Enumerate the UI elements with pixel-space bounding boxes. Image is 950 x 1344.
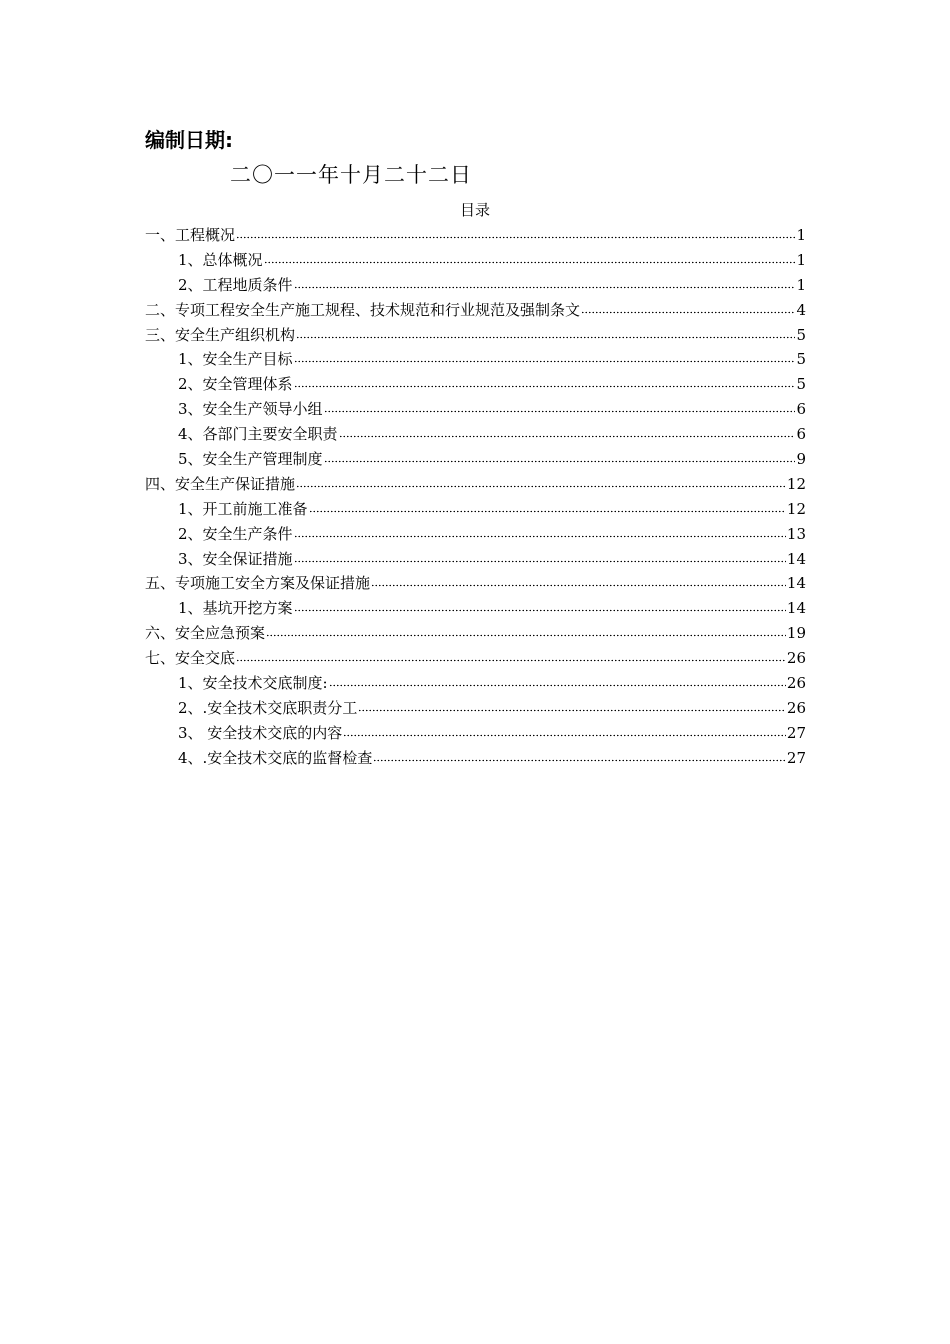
toc-entry[interactable]	[145, 595, 806, 620]
toc-entry[interactable]	[145, 471, 806, 496]
toc-entry-page-number: 26	[786, 649, 806, 668]
toc-entry-page-number: 5	[796, 325, 806, 344]
toc-entry-page-number: 1	[796, 275, 806, 294]
toc-dot-leader	[358, 695, 786, 713]
toc-entry[interactable]	[145, 670, 806, 695]
toc-entry-page-number: 9	[796, 450, 806, 469]
toc-entry-page-number: 6	[796, 400, 806, 419]
toc-dot-leader	[294, 595, 786, 613]
compile-date-label: 编制日期:	[145, 128, 233, 152]
toc-entry-label: 2、.安全技术交底职责分工	[178, 698, 358, 717]
toc-entry[interactable]	[145, 570, 806, 595]
toc-entry-page-number: 27	[786, 723, 806, 742]
toc-entry[interactable]	[145, 322, 806, 347]
toc-entry[interactable]	[145, 745, 806, 770]
toc-entry-page-number: 14	[786, 574, 806, 593]
toc-entry[interactable]	[145, 620, 806, 645]
toc-entry-page-number: 12	[786, 474, 806, 493]
toc-dot-leader	[294, 346, 796, 364]
toc-entry-label: 4、各部门主要安全职责	[178, 425, 338, 444]
toc-entry-label: 二、专项工程安全生产施工规程、技术规范和行业规范及强制条文	[145, 300, 581, 319]
toc-dot-leader	[324, 446, 796, 464]
toc-entry[interactable]	[145, 496, 806, 521]
toc-entry-label: 2、工程地质条件	[178, 275, 293, 294]
toc-entry[interactable]	[145, 546, 806, 571]
toc-entry-label: 1、基坑开挖方案	[178, 599, 293, 618]
toc-entry[interactable]	[145, 720, 806, 745]
toc-dot-leader	[264, 247, 796, 265]
toc-entry[interactable]	[145, 297, 806, 322]
toc-dot-leader	[236, 222, 795, 240]
toc-entry-label: 3、安全保证措施	[178, 549, 293, 568]
toc-entry-label: 1、安全技术交底制度:	[178, 674, 328, 693]
toc-entry-label: 三、安全生产组织机构	[145, 325, 296, 344]
toc-dot-leader	[294, 546, 786, 564]
toc-entry-page-number: 1	[796, 250, 806, 269]
toc-dot-leader	[294, 272, 796, 290]
toc-dot-leader	[371, 570, 786, 588]
toc-entry-page-number: 26	[786, 674, 806, 693]
toc-dot-leader	[296, 322, 795, 340]
compile-date-value: 二〇一一年十月二十二日	[230, 163, 472, 187]
toc-dot-leader	[294, 521, 786, 539]
toc-entry-page-number: 13	[786, 524, 806, 543]
toc-entry-label: 六、安全应急预案	[145, 624, 266, 643]
toc-entry[interactable]	[145, 446, 806, 471]
toc-entry-page-number: 6	[796, 425, 806, 444]
toc-entry[interactable]	[145, 247, 806, 272]
toc-dot-leader	[309, 496, 786, 514]
toc-entry-label: 一、工程概况	[145, 226, 236, 244]
toc-entry-page-number: 12	[786, 499, 806, 518]
toc-entry-label: 2、安全管理体系	[178, 375, 293, 394]
table-of-contents	[145, 222, 806, 770]
toc-entry[interactable]	[145, 396, 806, 421]
toc-entry[interactable]	[145, 695, 806, 720]
toc-dot-leader	[324, 396, 796, 414]
toc-entry-label: 2、安全生产条件	[178, 524, 293, 543]
toc-entry-page-number: 26	[786, 698, 806, 717]
toc-dot-leader	[339, 421, 796, 439]
toc-dot-leader	[343, 720, 786, 738]
toc-entry-label: 5、安全生产管理制度	[178, 450, 323, 469]
toc-dot-leader	[296, 471, 786, 489]
toc-entry-page-number: 27	[786, 748, 806, 767]
toc-entry[interactable]	[145, 521, 806, 546]
toc-entry-label: 4、.安全技术交底的监督检查	[178, 748, 373, 767]
toc-dot-leader	[266, 620, 786, 638]
toc-dot-leader	[236, 645, 786, 663]
toc-entry[interactable]	[145, 222, 806, 247]
toc-entry-label: 1、总体概况	[178, 250, 263, 269]
toc-entry-label: 3、 安全技术交底的内容	[178, 723, 343, 742]
toc-entry[interactable]	[145, 272, 806, 297]
toc-entry[interactable]	[145, 645, 806, 670]
toc-dot-leader	[329, 670, 786, 688]
toc-entry-label: 3、安全生产领导小组	[178, 400, 323, 419]
toc-entry-page-number: 5	[796, 350, 806, 369]
toc-dot-leader	[581, 297, 795, 315]
toc-entry-page-number: 5	[796, 375, 806, 394]
toc-entry-page-number: 14	[786, 549, 806, 568]
toc-entry-label: 五、专项施工安全方案及保证措施	[145, 574, 371, 593]
toc-dot-leader	[294, 371, 796, 389]
toc-entry-page-number: 19	[786, 624, 806, 643]
toc-dot-leader	[373, 745, 786, 763]
toc-entry-page-number: 1	[796, 226, 806, 244]
toc-entry-page-number: 14	[786, 599, 806, 618]
toc-entry[interactable]	[145, 421, 806, 446]
toc-entry[interactable]	[145, 371, 806, 396]
toc-entry[interactable]	[145, 346, 806, 371]
toc-entry-label: 四、安全生产保证措施	[145, 474, 296, 493]
toc-entry-page-number: 4	[796, 300, 806, 319]
toc-title: 目录	[459, 201, 490, 219]
toc-entry-label: 1、安全生产目标	[178, 350, 293, 369]
toc-entry-label: 1、开工前施工准备	[178, 499, 308, 518]
toc-entry-label: 七、安全交底	[145, 649, 236, 668]
